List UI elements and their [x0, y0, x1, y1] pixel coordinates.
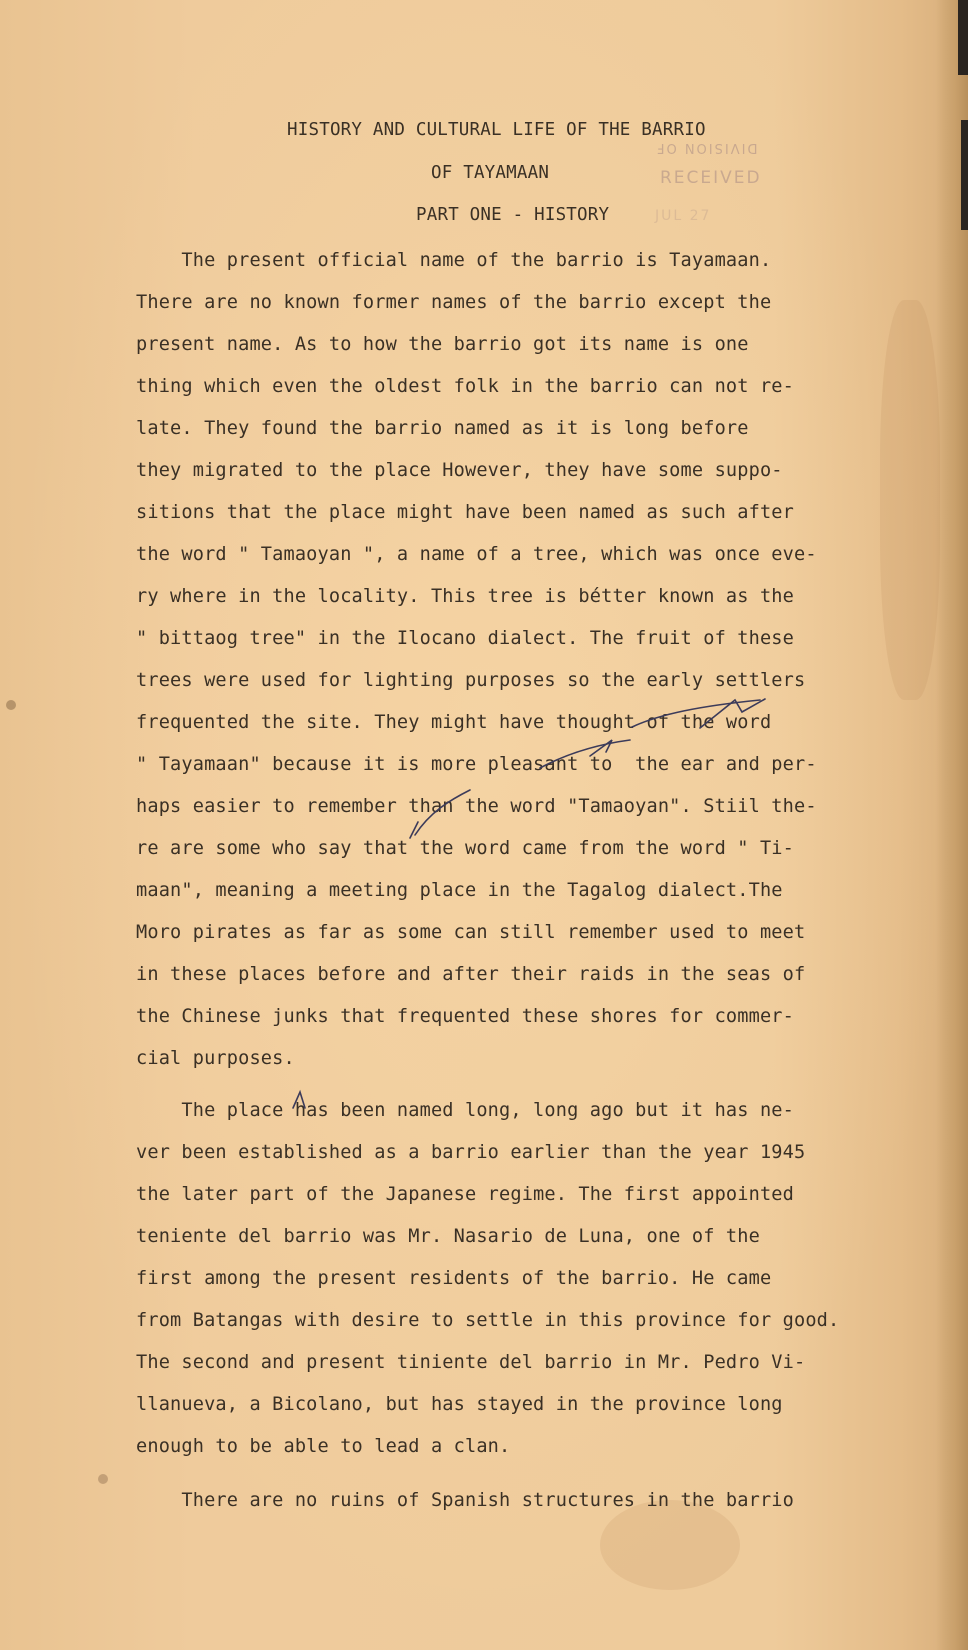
- body-line: There are no ruins of Spanish structures in the barrio: [136, 1490, 794, 1511]
- body-line: sitions that the place might have been named as such after: [136, 502, 794, 523]
- body-line: haps easier to remember than the word "Tamaoyan". Stiil the-: [136, 796, 817, 817]
- body-line: teniente del barrio was Mr. Nasario de Luna, one of the: [136, 1226, 760, 1247]
- body-line: the Chinese junks that frequented these shores for commer-: [136, 1006, 794, 1027]
- body-line: present name. As to how the barrio got its name is one: [136, 334, 749, 355]
- paper-stain: [6, 700, 16, 710]
- body-line: from Batangas with desire to settle in this province for good.: [136, 1310, 840, 1331]
- body-line: late. They found the barrio named as it is long before: [136, 418, 749, 439]
- document-subtitle: OF TAYAMAAN: [431, 163, 550, 183]
- body-line: in these places before and after their raids in the seas of: [136, 964, 806, 985]
- body-line: " Tayamaan" because it is more pleasant to the ear and per-: [136, 754, 817, 775]
- body-line: Moro pirates as far as some can still remember used to meet: [136, 922, 806, 943]
- body-line: first among the present residents of the barrio. He came: [136, 1268, 772, 1289]
- body-line: llanueva, a Bicolano, but has stayed in the province long: [136, 1394, 783, 1415]
- document-title: HISTORY AND CULTURAL LIFE OF THE BARRIO: [287, 120, 706, 140]
- body-line: re are some who say that the word came from the word " Ti-: [136, 838, 794, 859]
- body-line: frequented the site. They might have thought of the word: [136, 712, 772, 733]
- body-line: " bittaog tree" in the Ilocano dialect. The fruit of these: [136, 628, 794, 649]
- body-line: maan", meaning a meeting place in the Tagalog dialect.The: [136, 880, 783, 901]
- body-line: cial purposes.: [136, 1048, 295, 1069]
- received-stamp-date: JUL 27: [655, 208, 712, 224]
- binding-tab: [958, 0, 968, 75]
- paper-stain: [600, 1500, 740, 1590]
- paper-stain: [880, 300, 940, 700]
- pen-mark: [410, 822, 418, 838]
- body-line: The present official name of the barrio is Tayamaan.: [136, 250, 772, 271]
- body-line: enough to be able to lead a clan.: [136, 1436, 511, 1457]
- body-line: ry where in the locality. This tree is bétter known as the: [136, 586, 794, 607]
- body-line: ver been established as a barrio earlier than the year 1945: [136, 1142, 806, 1163]
- body-line: trees were used for lighting purposes so the early settlers: [136, 670, 806, 691]
- body-line: the word " Tamaoyan ", a name of a tree, which was once eve-: [136, 544, 817, 565]
- section-heading: PART ONE - HISTORY: [416, 205, 610, 225]
- body-line: thing which even the oldest folk in the barrio can not re-: [136, 376, 794, 397]
- body-line: The second and present tiniente del barrio in Mr. Pedro Vi-: [136, 1352, 806, 1373]
- body-line: There are no known former names of the barrio except the: [136, 292, 772, 313]
- received-stamp-division: DIVISION OF: [655, 140, 758, 155]
- body-line: The place has been named long, long ago but it has ne-: [136, 1100, 794, 1121]
- received-stamp: RECEIVED: [660, 168, 762, 188]
- paper-stain: [98, 1474, 108, 1484]
- paper-edge: [936, 0, 968, 1650]
- body-line: the later part of the Japanese regime. The first appointed: [136, 1184, 794, 1205]
- body-line: they migrated to the place However, they have some suppo-: [136, 460, 783, 481]
